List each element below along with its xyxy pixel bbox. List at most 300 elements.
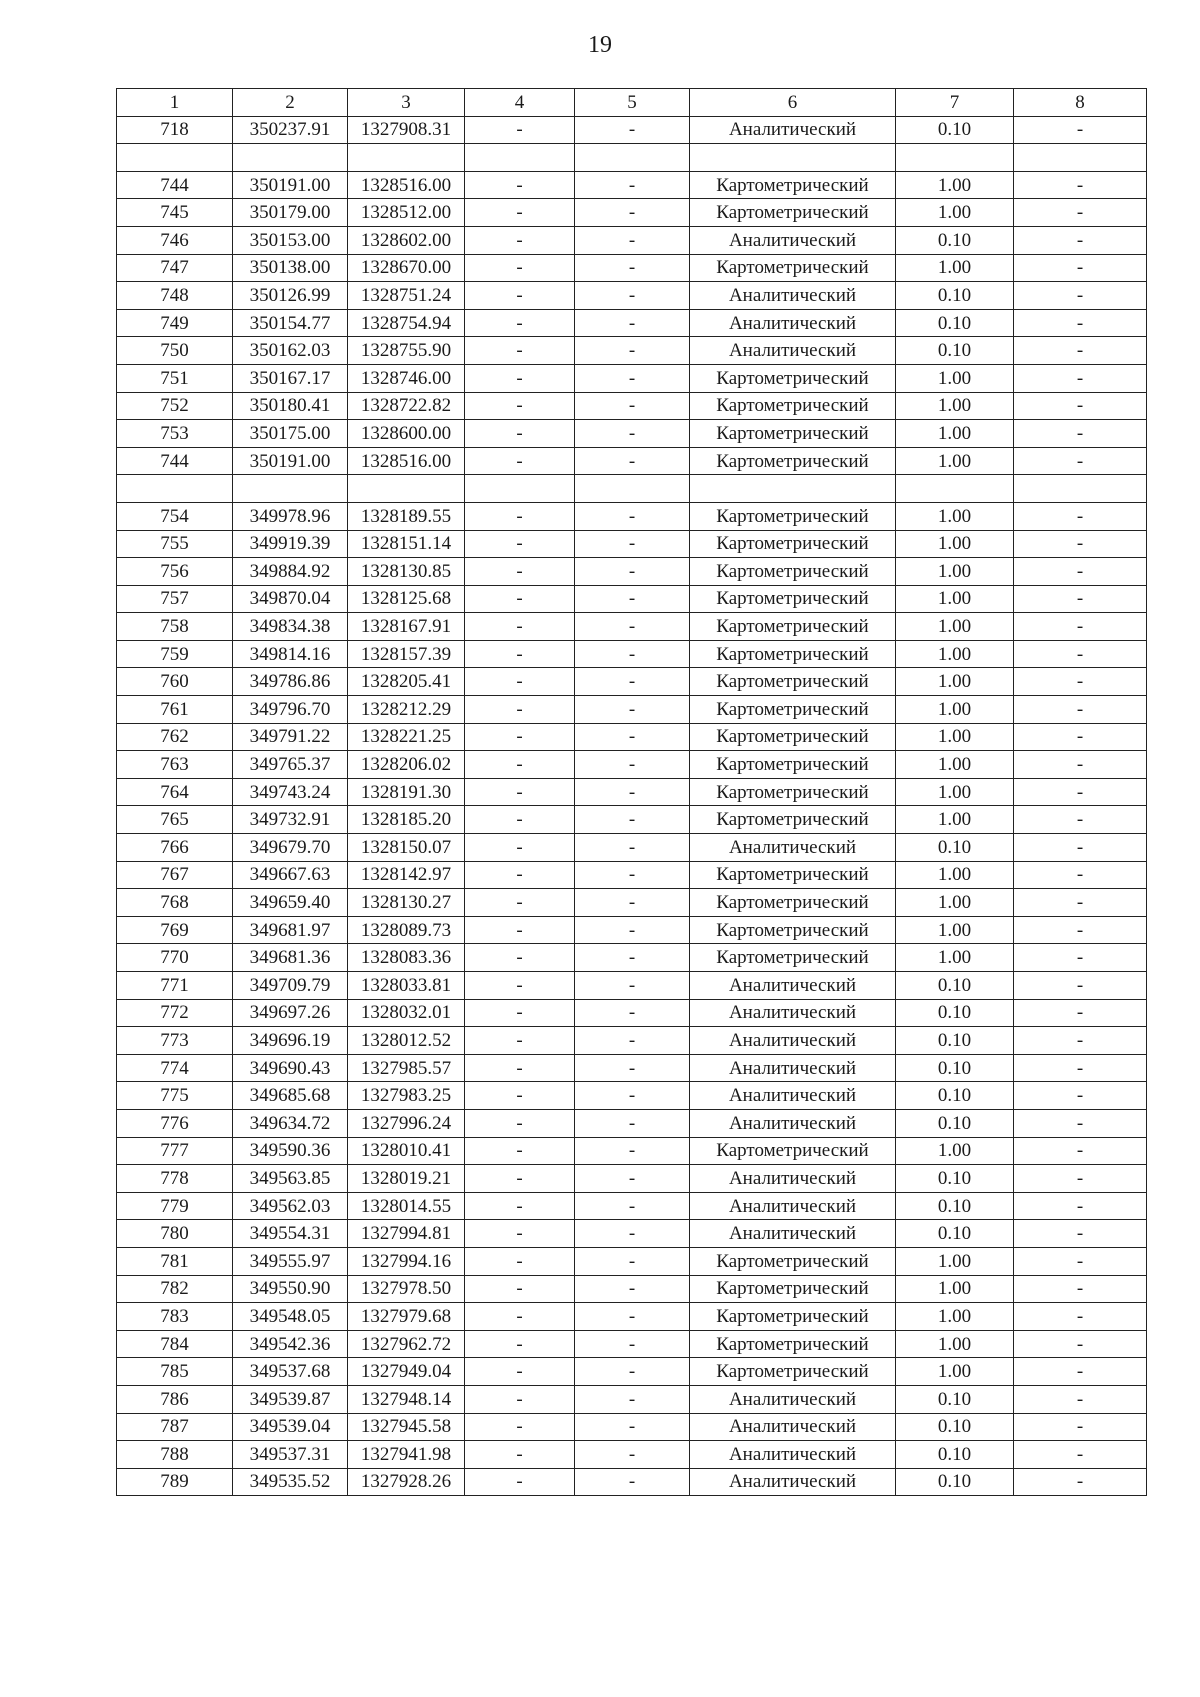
table-row [117,806,1147,834]
table-cell: - [575,1027,690,1055]
spacer-row [117,475,1147,503]
table-cell: 1.00 [896,502,1014,530]
table-cell: 784 [117,1330,233,1358]
table-cell: 1.00 [896,447,1014,475]
table-cell: Картометрический [690,1137,896,1165]
table-cell: 1.00 [896,916,1014,944]
table-cell: Картометрический [690,1358,896,1386]
table-cell: Картометрический [690,696,896,724]
table-cell: 1.00 [896,889,1014,917]
table-cell: 350237.91 [233,116,348,144]
table-cell: - [1014,447,1147,475]
table-cell: 764 [117,778,233,806]
table-cell: 1.00 [896,861,1014,889]
table-cell: - [1014,1165,1147,1193]
empty-cell [233,475,348,503]
table-cell: 744 [117,447,233,475]
table-cell: 0.10 [896,1192,1014,1220]
table-cell: - [1014,1054,1147,1082]
table-cell: - [1014,116,1147,144]
table-cell: 782 [117,1275,233,1303]
table-cell: 349786.86 [233,668,348,696]
table-cell: - [575,1054,690,1082]
table-cell: - [465,1137,575,1165]
table-cell: - [1014,613,1147,641]
table-cell: 349554.31 [233,1220,348,1248]
table-cell: Картометрический [690,861,896,889]
table-cell: Аналитический [690,116,896,144]
table-row [117,916,1147,944]
table-cell: - [575,558,690,586]
table-cell: Аналитический [690,282,896,310]
table-cell: Картометрический [690,420,896,448]
table-row [117,364,1147,392]
table-cell: - [1014,282,1147,310]
table-cell: Картометрический [690,778,896,806]
table-cell: 788 [117,1441,233,1469]
table-cell: - [575,861,690,889]
table-cell: - [465,806,575,834]
table-cell: - [465,420,575,448]
table-cell: - [1014,558,1147,586]
table-cell: 0.10 [896,337,1014,365]
table-cell: Аналитический [690,1441,896,1469]
table-cell: 771 [117,972,233,1000]
table-cell: 1.00 [896,392,1014,420]
table-cell: Картометрический [690,668,896,696]
table-cell: 0.10 [896,309,1014,337]
table-cell: 1.00 [896,1275,1014,1303]
table-cell: - [465,309,575,337]
table-cell: - [1014,1109,1147,1137]
table-cell: - [465,613,575,641]
table-cell: - [575,1220,690,1248]
empty-cell [690,144,896,172]
table-row [117,199,1147,227]
table-cell: - [575,392,690,420]
table-cell: - [1014,1137,1147,1165]
table-cell: Аналитический [690,1413,896,1441]
table-cell: - [575,723,690,751]
table-cell: - [575,530,690,558]
table-cell: - [1014,972,1147,1000]
table-cell: - [465,1027,575,1055]
table-cell: 750 [117,337,233,365]
coordinates-table [116,88,1147,1496]
table-cell: Картометрический [690,171,896,199]
table-cell: 1328602.00 [348,226,465,254]
empty-cell [896,144,1014,172]
header-cell: 2 [233,89,348,117]
table-cell: Картометрический [690,723,896,751]
table-cell: 349537.68 [233,1358,348,1386]
table-cell: - [575,640,690,668]
table-cell: 1328157.39 [348,640,465,668]
empty-cell [465,475,575,503]
table-cell: - [575,696,690,724]
table-cell: - [465,1275,575,1303]
table-cell: 350180.41 [233,392,348,420]
table-cell: - [575,1275,690,1303]
table-cell: 785 [117,1358,233,1386]
table-cell: 1327985.57 [348,1054,465,1082]
table-cell: - [1014,999,1147,1027]
table-cell: 349696.19 [233,1027,348,1055]
table-cell: 350191.00 [233,171,348,199]
table-cell: 0.10 [896,1468,1014,1496]
table-cell: 777 [117,1137,233,1165]
table-cell: - [575,447,690,475]
table-cell: 769 [117,916,233,944]
table-cell: 0.10 [896,1109,1014,1137]
table-cell: 754 [117,502,233,530]
table-row [117,1109,1147,1137]
table-cell: 350154.77 [233,309,348,337]
table-row [117,1303,1147,1331]
table-cell: - [465,171,575,199]
table-cell: 350191.00 [233,447,348,475]
table-row [117,502,1147,530]
table-cell: 760 [117,668,233,696]
table-row [117,1385,1147,1413]
table-row [117,530,1147,558]
table-row [117,1441,1147,1469]
table-cell: Аналитический [690,1082,896,1110]
table-cell: 350138.00 [233,254,348,282]
table-cell: 1.00 [896,420,1014,448]
table-row [117,171,1147,199]
table-cell: 349732.91 [233,806,348,834]
table-cell: Картометрический [690,916,896,944]
table-cell: - [575,1385,690,1413]
table-cell: 349796.70 [233,696,348,724]
table-cell: - [1014,392,1147,420]
table-row [117,778,1147,806]
table-cell: 748 [117,282,233,310]
table-cell: 0.10 [896,1165,1014,1193]
empty-cell [575,475,690,503]
table-row [117,420,1147,448]
table-cell: 349978.96 [233,502,348,530]
table-cell: 1328150.07 [348,834,465,862]
table-cell: Аналитический [690,1385,896,1413]
table-cell: - [465,834,575,862]
table-cell: - [465,723,575,751]
table-row [117,944,1147,972]
table-cell: 1.00 [896,364,1014,392]
empty-cell [575,144,690,172]
table-row [117,309,1147,337]
table-cell: - [1014,1330,1147,1358]
table-cell: - [575,668,690,696]
table-cell: 718 [117,116,233,144]
table-cell: 1328516.00 [348,171,465,199]
table-cell: Картометрический [690,447,896,475]
table-cell: 349884.92 [233,558,348,586]
table-cell: 1327994.81 [348,1220,465,1248]
table-cell: - [465,1220,575,1248]
table-cell: Картометрический [690,806,896,834]
table-cell: 767 [117,861,233,889]
table-cell: 349634.72 [233,1109,348,1137]
table-row [117,447,1147,475]
empty-cell [117,475,233,503]
table-cell: 1.00 [896,1137,1014,1165]
table-row [117,696,1147,724]
table-cell: 1.00 [896,613,1014,641]
table-cell: - [1014,1082,1147,1110]
table-cell: 789 [117,1468,233,1496]
table-cell: - [1014,668,1147,696]
table-cell: - [1014,309,1147,337]
table-cell: 759 [117,640,233,668]
table-cell: Аналитический [690,1027,896,1055]
empty-cell [896,475,1014,503]
table-cell: Картометрический [690,1303,896,1331]
table-cell: 1327996.24 [348,1109,465,1137]
table-cell: - [575,1413,690,1441]
table-cell: - [575,806,690,834]
table-cell: 0.10 [896,999,1014,1027]
table-cell: - [465,668,575,696]
table-cell: Картометрический [690,944,896,972]
table-cell: 349542.36 [233,1330,348,1358]
table-cell: 747 [117,254,233,282]
table-cell: 1328033.81 [348,972,465,1000]
table-cell: Аналитический [690,309,896,337]
table-cell: - [465,1468,575,1496]
table-row [117,226,1147,254]
table-cell: - [465,1165,575,1193]
table-cell: - [465,916,575,944]
table-cell: 1328142.97 [348,861,465,889]
table-cell: - [1014,1220,1147,1248]
table-cell: 349685.68 [233,1082,348,1110]
table-cell: - [575,420,690,448]
table-cell: 1328512.00 [348,199,465,227]
table-row [117,1413,1147,1441]
table-cell: 772 [117,999,233,1027]
table-cell: 1328600.00 [348,420,465,448]
table-cell: 349681.36 [233,944,348,972]
table-cell: Картометрический [690,585,896,613]
table-cell: Картометрический [690,640,896,668]
table-cell: 349765.37 [233,751,348,779]
table-row [117,640,1147,668]
table-row [117,116,1147,144]
table-cell: 1328212.29 [348,696,465,724]
table-cell: - [575,254,690,282]
table-cell: - [465,778,575,806]
table-cell: - [465,199,575,227]
table-cell: 349550.90 [233,1275,348,1303]
table-cell: - [575,1303,690,1331]
table-cell: - [575,309,690,337]
table-cell: - [1014,199,1147,227]
table-cell: 1327948.14 [348,1385,465,1413]
table-cell: Аналитический [690,1165,896,1193]
table-cell: - [1014,889,1147,917]
table-cell: 349537.31 [233,1441,348,1469]
table-cell: - [1014,778,1147,806]
table-row [117,972,1147,1000]
table-cell: - [575,1109,690,1137]
table-cell: 1328083.36 [348,944,465,972]
table-cell: - [1014,1441,1147,1469]
table-cell: - [575,1247,690,1275]
table-cell: 349679.70 [233,834,348,862]
table-cell: 775 [117,1082,233,1110]
table-cell: - [1014,751,1147,779]
table-cell: 0.10 [896,1220,1014,1248]
table-cell: 761 [117,696,233,724]
table-cell: - [1014,1027,1147,1055]
header-cell: 5 [575,89,690,117]
table-cell: - [465,1109,575,1137]
table-cell: 350162.03 [233,337,348,365]
table-cell: 1328746.00 [348,364,465,392]
table-cell: 349834.38 [233,613,348,641]
table-cell: 349697.26 [233,999,348,1027]
table-cell: - [1014,1468,1147,1496]
table-cell: 1328751.24 [348,282,465,310]
table-cell: 758 [117,613,233,641]
empty-cell [348,475,465,503]
table-cell: 349555.97 [233,1247,348,1275]
table-cell: - [465,1247,575,1275]
table-row [117,751,1147,779]
table-cell: 1.00 [896,944,1014,972]
table-cell: - [465,585,575,613]
table-cell: 762 [117,723,233,751]
table-cell: - [1014,1358,1147,1386]
table-row [117,337,1147,365]
table-cell: 778 [117,1165,233,1193]
table-cell: - [1014,337,1147,365]
table-row [117,668,1147,696]
table-cell: - [465,1330,575,1358]
table-cell: 756 [117,558,233,586]
table-cell: 349539.87 [233,1385,348,1413]
table-cell: 1.00 [896,640,1014,668]
empty-cell [1014,475,1147,503]
table-cell: - [1014,1303,1147,1331]
table-cell: 1328755.90 [348,337,465,365]
table-cell: Аналитический [690,972,896,1000]
table-cell: 1328206.02 [348,751,465,779]
empty-cell [690,475,896,503]
table-cell: - [1014,1385,1147,1413]
table-cell: 0.10 [896,282,1014,310]
table-cell: - [465,696,575,724]
table-row [117,1220,1147,1248]
table-cell: 780 [117,1220,233,1248]
header-row [117,89,1147,117]
table-cell: Аналитический [690,1109,896,1137]
table-cell: - [575,1330,690,1358]
table-cell: 1327979.68 [348,1303,465,1331]
table-cell: 1.00 [896,530,1014,558]
table-cell: Картометрический [690,558,896,586]
table-cell: 349548.05 [233,1303,348,1331]
page-number: 19 [588,32,612,58]
table-cell: 1328032.01 [348,999,465,1027]
table-cell: 757 [117,585,233,613]
table-cell: 752 [117,392,233,420]
table-cell: 350175.00 [233,420,348,448]
table-cell: 0.10 [896,1082,1014,1110]
table-cell: 349919.39 [233,530,348,558]
header-cell: 7 [896,89,1014,117]
table-cell: 1328130.27 [348,889,465,917]
table-cell: 1.00 [896,778,1014,806]
table-cell: 755 [117,530,233,558]
table-cell: 1328670.00 [348,254,465,282]
table-cell: - [465,282,575,310]
table-cell: - [465,861,575,889]
table-cell: 1.00 [896,806,1014,834]
table-cell: - [1014,834,1147,862]
table-row [117,1275,1147,1303]
table-cell: - [1014,420,1147,448]
table-cell: 1.00 [896,751,1014,779]
table-cell: 0.10 [896,1441,1014,1469]
table-cell: 349562.03 [233,1192,348,1220]
table-cell: - [465,558,575,586]
table-cell: 1327983.25 [348,1082,465,1110]
table-cell: - [465,447,575,475]
table-cell: 0.10 [896,834,1014,862]
table-cell: 1327945.58 [348,1413,465,1441]
table-cell: - [575,199,690,227]
table-body [117,89,1147,1496]
table-row [117,392,1147,420]
table-cell: 0.10 [896,226,1014,254]
table-cell: 1.00 [896,171,1014,199]
table-cell: - [465,889,575,917]
table-cell: 0.10 [896,116,1014,144]
table-row [117,1165,1147,1193]
table-cell: 349690.43 [233,1054,348,1082]
spacer-row [117,144,1147,172]
table-cell: - [575,364,690,392]
table-cell: Аналитический [690,1220,896,1248]
table-row [117,1082,1147,1110]
table-cell: - [575,916,690,944]
table-cell: - [575,778,690,806]
table-cell: - [1014,1413,1147,1441]
header-cell: 3 [348,89,465,117]
table-cell: Аналитический [690,1468,896,1496]
empty-cell [348,144,465,172]
table-cell: - [575,1165,690,1193]
table-cell: Картометрический [690,364,896,392]
table-cell: 349743.24 [233,778,348,806]
table-cell: - [575,999,690,1027]
table-row [117,834,1147,862]
table-cell: 1328516.00 [348,447,465,475]
table-cell: - [465,364,575,392]
table-cell: 749 [117,309,233,337]
table-row [117,889,1147,917]
table-cell: - [575,502,690,530]
table-cell: 1.00 [896,199,1014,227]
table-cell: 1.00 [896,1330,1014,1358]
table-cell: 1.00 [896,1303,1014,1331]
table-cell: 766 [117,834,233,862]
table-row [117,1468,1147,1496]
table-cell: - [465,530,575,558]
